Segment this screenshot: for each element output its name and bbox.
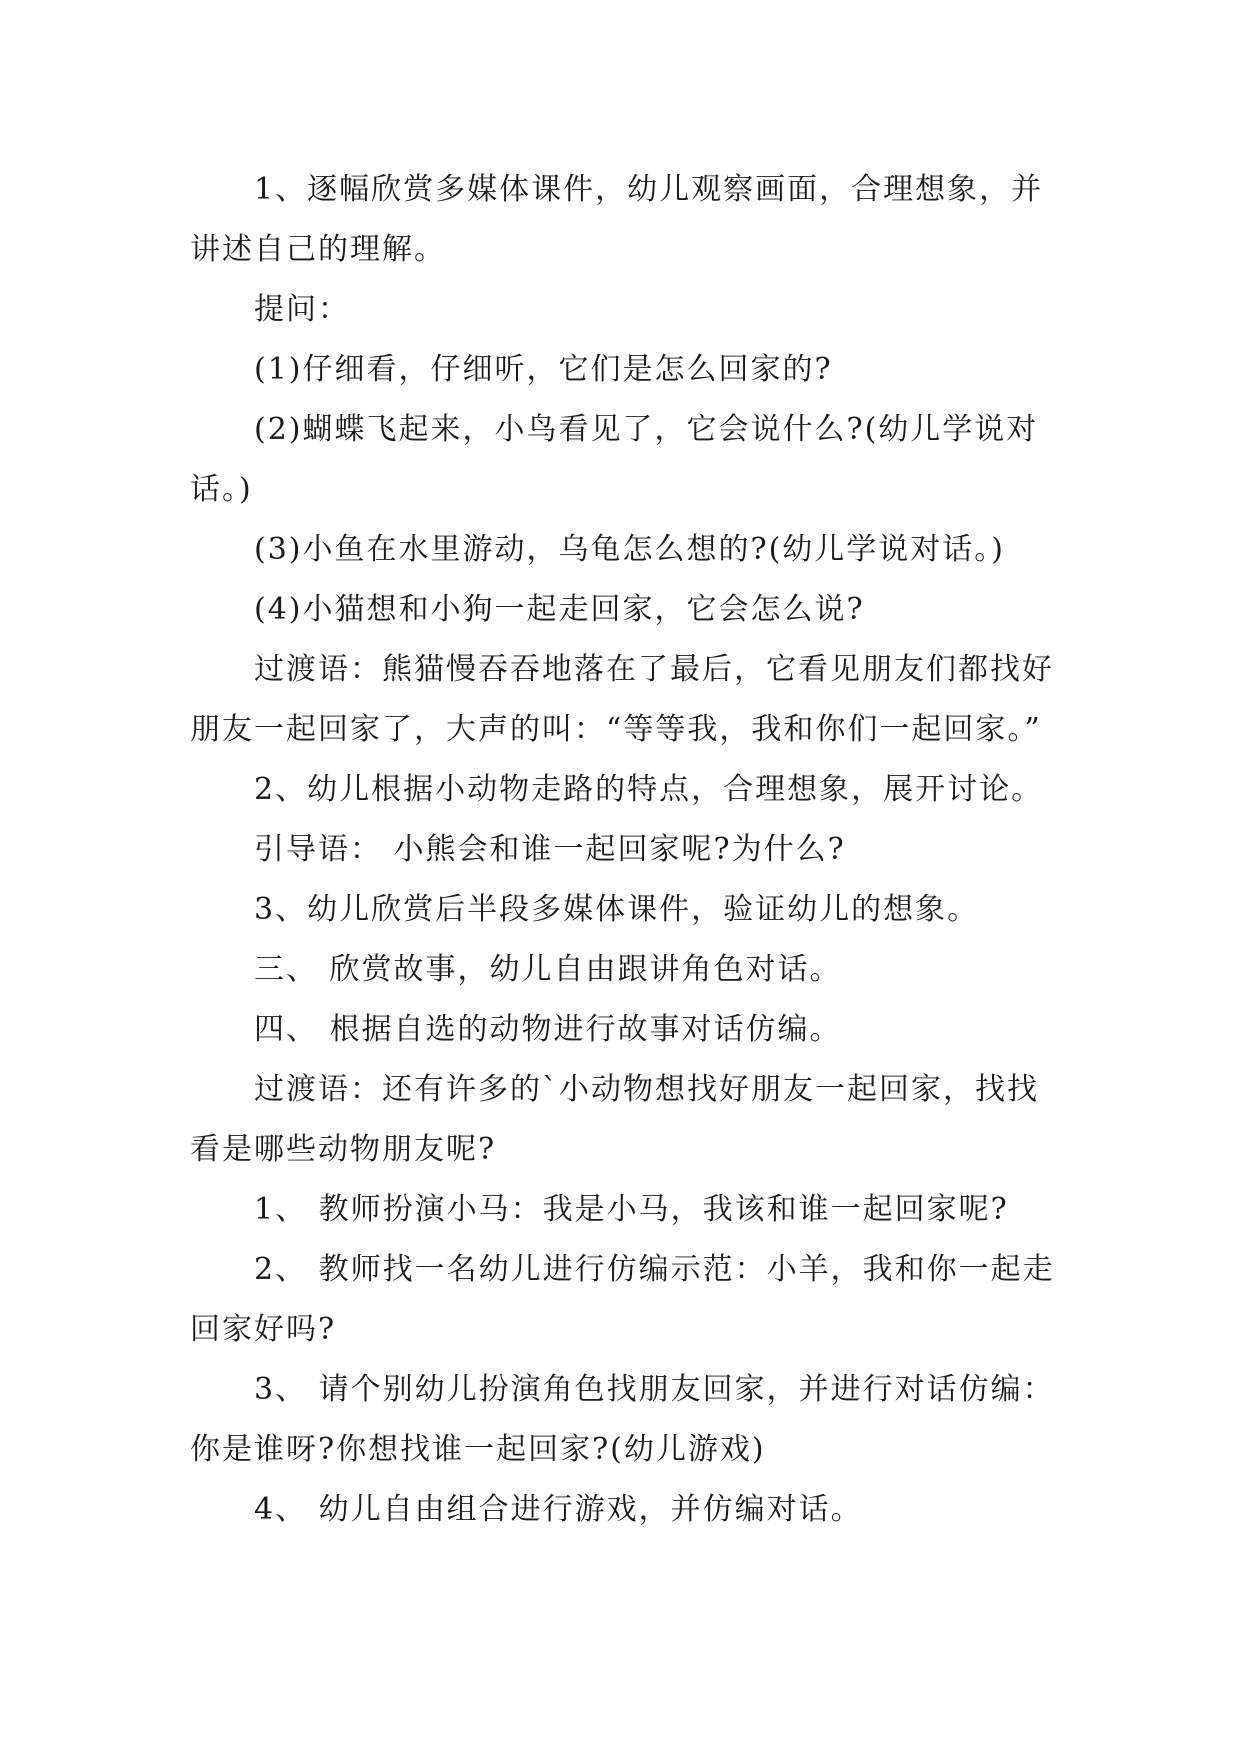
paragraph: 三、 欣赏故事，幼儿自由跟讲角色对话。 (254, 952, 842, 987)
paragraph: 1、逐幅欣赏多媒体课件，幼儿观察画面，合理想象，并讲述自己的理解。 (190, 172, 1044, 267)
paragraph: 1、 教师扮演小马：我是小马，我该和谁一起回家呢? (254, 1192, 1009, 1227)
paragraph: 3、 请个别幼儿扮演角色找朋友回家，并进行对话仿编：你是谁呀?你想找谁一起回家?(幼儿游戏) (190, 1372, 1055, 1467)
paragraph: 提问： (254, 292, 350, 327)
paragraph: (2)蝴蝶飞起来，小鸟看见了，它会说什么?(幼儿学说对话。) (190, 412, 1039, 507)
paragraph: 过渡语：熊猫慢吞吞地落在了最后，它看见朋友们都找好朋友一起回家了，大声的叫：“等等我，我和你们一起回家。” (190, 652, 1054, 747)
paragraph: 4、 幼儿自由组合进行游戏，并仿编对话。 (254, 1492, 863, 1527)
document-body (190, 160, 1058, 1540)
paragraph: (3)小鱼在水里游动，乌龟怎么想的?(幼儿学说对话。) (254, 532, 1005, 567)
paragraph: 3、幼儿欣赏后半段多媒体课件，验证幼儿的想象。 (254, 892, 980, 927)
paragraph: 2、 教师找一名幼儿进行仿编示范：小羊，我和你一起走回家好吗? (190, 1252, 1055, 1347)
paragraph: (4)小猫想和小狗一起走回家，它会怎么说? (254, 592, 865, 627)
paragraph: 过渡语：还有许多的`小动物想找好朋友一起回家，找找看是哪些动物朋友呢? (190, 1072, 1039, 1167)
paragraph: 四、 根据自选的动物进行故事对话仿编。 (254, 1012, 842, 1047)
paragraph: (1)仔细看，仔细听，它们是怎么回家的? (254, 352, 833, 387)
paragraph: 引导语： 小熊会和谁一起回家呢?为什么? (254, 832, 846, 867)
paragraph: 2、幼儿根据小动物走路的特点，合理想象，展开讨论。 (254, 772, 1044, 807)
